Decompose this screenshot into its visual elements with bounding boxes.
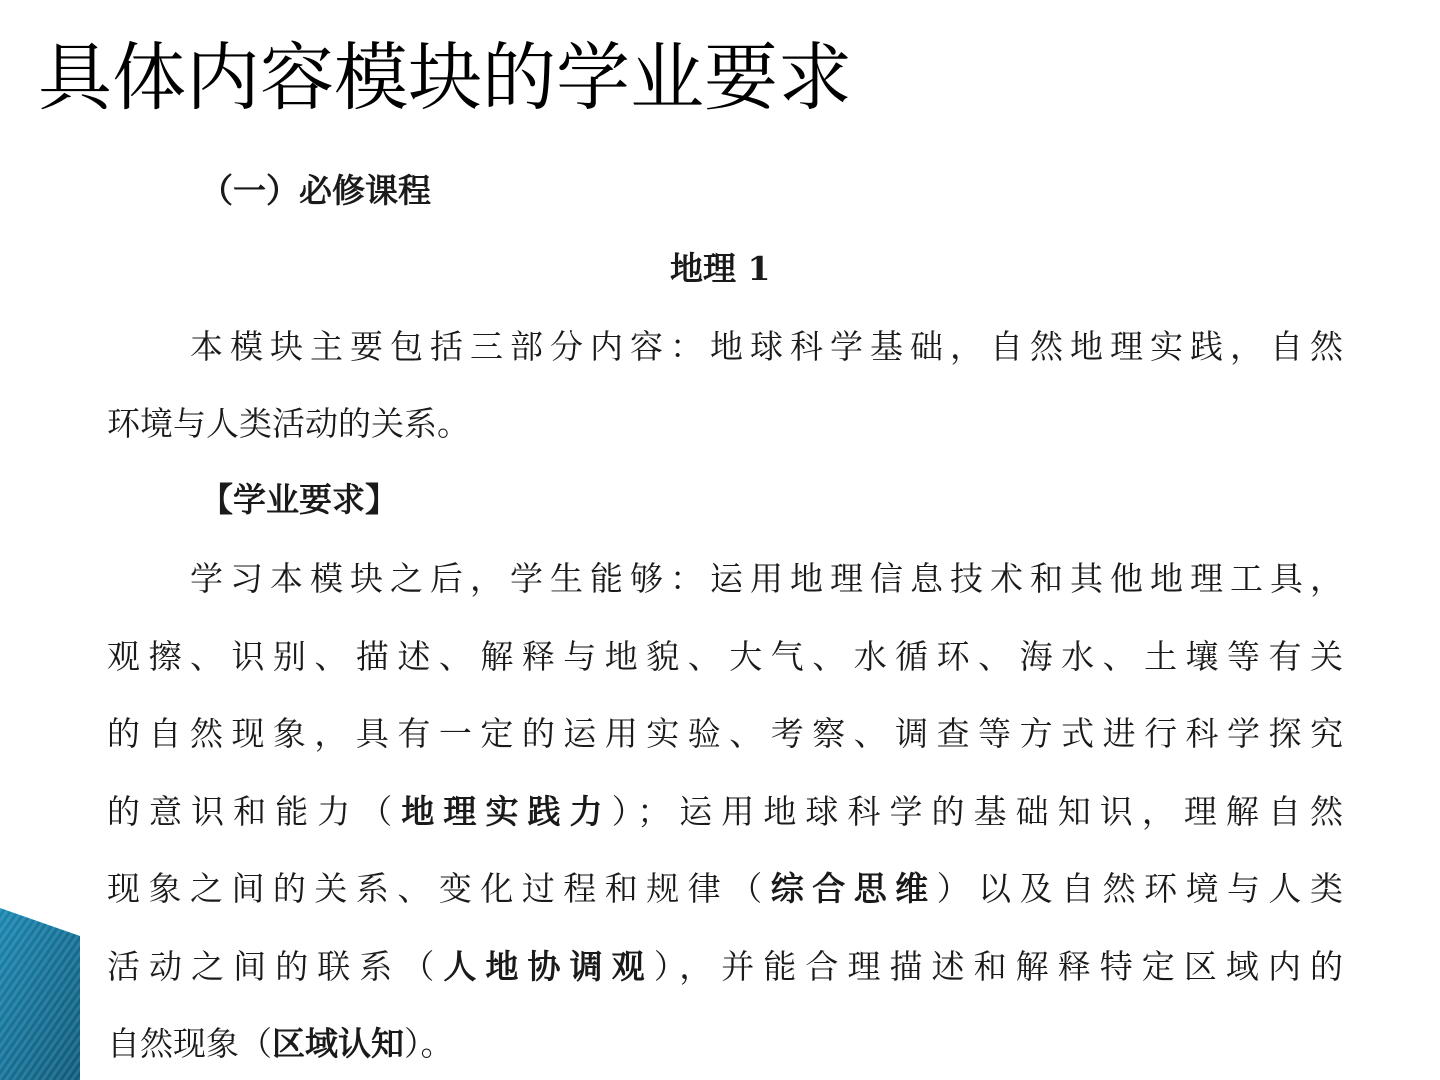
text-segment: ）；运用地球科学的基础知识，理解自然 xyxy=(611,792,1344,831)
key-term-human-earth-harmony: 人地协调观 xyxy=(443,947,654,986)
text-segment: ）。 xyxy=(404,1024,454,1063)
text-segment: 活动之间的联系（ xyxy=(107,947,444,986)
corner-decoration xyxy=(0,908,80,1080)
requirement-line-4 xyxy=(107,790,1343,834)
module-title: 地理 1 xyxy=(670,249,771,288)
intro-line-2: 环境与人类活动的关系。 xyxy=(107,404,470,443)
key-term-regional-cognition: 区域认知 xyxy=(272,1024,404,1063)
intro-line-1: 本模块主要包括三部分内容：地球科学基础，自然地理实践，自然 xyxy=(190,327,1343,366)
text-segment: 自然现象（ xyxy=(107,1024,272,1063)
document-excerpt xyxy=(95,150,1375,1080)
text-segment: ）以及自然环境与人类 xyxy=(936,869,1344,908)
text-segment: ），并能合理描述和解释特定区域内的 xyxy=(653,947,1344,986)
slide-title: 具体内容模块的学业要求 xyxy=(38,35,852,121)
requirements-tag: 【学业要求】 xyxy=(200,480,398,519)
text-segment: 的意识和能力（ xyxy=(107,792,402,831)
requirement-line-5 xyxy=(107,867,1343,911)
requirement-line-3: 的自然现象，具有一定的运用实验、考察、调查等方式进行科学探究 xyxy=(107,714,1343,753)
text-segment: 现象之间的关系、变化过程和规律（ xyxy=(107,869,771,908)
requirement-line-1: 学习本模块之后，学生能够：运用地理信息技术和其他地理工具， xyxy=(190,559,1343,598)
requirement-line-6 xyxy=(107,945,1343,989)
requirement-line-7 xyxy=(107,1022,454,1066)
key-term-integrated-thinking: 综合思维 xyxy=(770,869,937,908)
section-heading: （一）必修课程 xyxy=(200,171,431,210)
requirement-line-2: 观擦、识别、描述、解释与地貌、大气、水循环、海水、土壤等有关 xyxy=(107,637,1343,676)
key-term-geo-practice: 地理实践力 xyxy=(401,792,612,831)
